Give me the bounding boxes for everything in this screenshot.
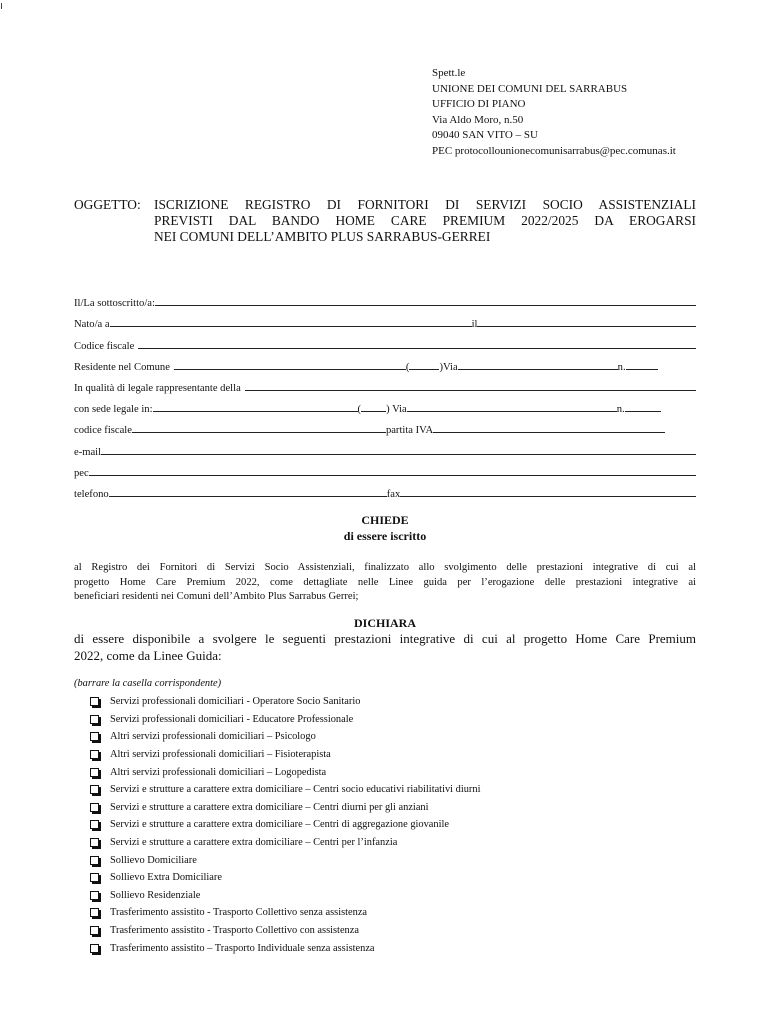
office-label: con sede legale in: <box>74 404 153 416</box>
subject-line: PREVISTI DAL BANDO HOME CARE PREMIUM 2022/2025 DA EROGARSI <box>154 213 696 229</box>
declaration-paragraph <box>74 631 696 664</box>
service-item <box>90 816 480 834</box>
company-tax-field[interactable] <box>132 420 386 433</box>
office-number-label: n. <box>616 404 625 416</box>
checkbox-icon[interactable] <box>90 944 99 953</box>
subject-label: OGGETTO: <box>74 197 141 212</box>
via-label: )Via <box>439 361 458 373</box>
office-number-field[interactable] <box>625 399 661 412</box>
service-item <box>90 763 480 781</box>
checkbox-icon[interactable] <box>90 732 99 741</box>
email-field[interactable] <box>101 442 696 455</box>
service-item <box>90 728 480 746</box>
services-checklist <box>90 693 480 957</box>
service-label: Sollievo Residenziale <box>110 889 201 901</box>
subject-line: NEI COMUNI DELL’AMBITO PLUS SARRABUS-GERREI <box>154 229 491 245</box>
service-item <box>90 922 480 940</box>
tax-code-field[interactable] <box>138 336 696 349</box>
born-in-field[interactable] <box>110 314 472 327</box>
margin-mark <box>1 3 2 9</box>
checkbox-icon[interactable] <box>90 785 99 794</box>
phone-field[interactable] <box>109 484 387 497</box>
service-label: Servizi e strutture a carattere extra domiciliare – Centri di aggregazione giovanile <box>110 819 449 831</box>
province-open: ( <box>405 361 410 373</box>
checkbox-icon[interactable] <box>90 820 99 829</box>
checkbox-icon[interactable] <box>90 750 99 759</box>
email-label: e-mail <box>74 446 102 458</box>
service-item <box>90 693 480 711</box>
recipient-line: Via Aldo Moro, n.50 <box>432 113 524 126</box>
company-tax-label: codice fiscale <box>74 425 132 437</box>
office-province-field[interactable] <box>361 399 386 412</box>
office-via-label: ) Via <box>386 404 407 416</box>
vat-label: partita IVA <box>385 425 434 437</box>
recipient-line: UNIONE DEI COMUNI DEL SARRABUS <box>432 82 628 95</box>
form-row-office <box>74 394 696 415</box>
resident-city-field[interactable] <box>174 357 406 370</box>
checkbox-icon[interactable] <box>90 908 99 917</box>
recipient-address <box>432 66 676 160</box>
service-label: Servizi e strutture a carattere extra domiciliare – Centri per l’infanzia <box>110 837 398 849</box>
service-item <box>90 939 480 957</box>
recipient-line: PEC protocollounionecomunisarrabus@pec.comunas.it <box>432 144 676 157</box>
undersigned-field[interactable] <box>155 293 696 306</box>
checkbox-hint: (barrare la casella corrispondente) <box>74 678 222 689</box>
service-label: Sollievo Extra Domiciliare <box>110 872 222 884</box>
checkbox-icon[interactable] <box>90 768 99 777</box>
pec-field[interactable] <box>89 463 696 476</box>
office-street-field[interactable] <box>407 399 617 412</box>
form-row-birth <box>74 309 696 330</box>
resident-street-field[interactable] <box>458 357 618 370</box>
form-row-email <box>74 436 696 457</box>
subject-line: ISCRIZIONE REGISTRO DI FORNITORI DI SERVIZI SOCIO ASSISTENZIALI <box>154 197 696 212</box>
checkbox-icon[interactable] <box>90 697 99 706</box>
recipient-line: Spett.le <box>432 67 466 79</box>
office-province-open: ( <box>357 404 362 416</box>
recipient-line: 09040 SAN VITO – SU <box>432 129 538 142</box>
service-label: Trasferimento assistito – Trasporto Individuale senza assistenza <box>110 942 375 954</box>
form-row-phone <box>74 479 696 500</box>
form-row-company-tax <box>74 415 696 436</box>
checkbox-icon[interactable] <box>90 856 99 865</box>
number-label: n. <box>617 361 626 373</box>
form-row-legal-rep <box>74 373 696 394</box>
service-item <box>90 904 480 922</box>
request-subtitle: di essere iscritto <box>343 529 427 543</box>
request-line: al Registro dei Fornitori di Servizi Socio Assistenziali, finalizzato allo svolgimento delle prestazioni integrative di cui al <box>74 562 696 573</box>
checkbox-icon[interactable] <box>90 838 99 847</box>
service-label: Servizi e strutture a carattere extra domiciliare – Centri diurni per gli anziani <box>110 801 429 813</box>
born-in-label: Nato/a a <box>74 319 110 331</box>
service-label: Altri servizi professionali domiciliari – Psicologo <box>110 731 316 743</box>
resident-number-field[interactable] <box>626 357 658 370</box>
service-label: Servizi professionali domiciliari - Educatore Professionale <box>110 713 354 725</box>
legal-rep-label: In qualità di legale rappresentante della <box>74 382 241 394</box>
form-row-tax-code <box>74 330 696 351</box>
request-title: CHIEDE <box>361 513 409 527</box>
service-label: Servizi professionali domiciliari - Operatore Socio Sanitario <box>110 696 361 708</box>
born-on-field[interactable] <box>477 314 696 327</box>
request-line: progetto Home Care Premium 2022, come dettagliate nelle Linee guida per l’erogazione delle prestazioni integrative ai <box>74 576 696 588</box>
pec-label: pec <box>74 467 89 479</box>
service-label: Servizi e strutture a carattere extra domiciliare – Centri socio educativi riabilitativi diurni <box>110 784 481 796</box>
service-label: Sollievo Domiciliare <box>110 854 197 866</box>
service-label: Altri servizi professionali domiciliari – Logopedista <box>110 766 327 778</box>
request-paragraph <box>74 561 696 605</box>
checkbox-icon[interactable] <box>90 891 99 900</box>
vat-field[interactable] <box>433 420 665 433</box>
phone-label: telefono <box>74 488 109 500</box>
form-row-residence <box>74 352 696 373</box>
recipient-line: UFFICIO DI PIANO <box>432 98 526 111</box>
service-item <box>90 834 480 852</box>
service-item <box>90 781 480 799</box>
form-row-undersigned <box>74 288 696 309</box>
applicant-form <box>74 288 696 500</box>
checkbox-icon[interactable] <box>90 715 99 724</box>
service-label: Altri servizi professionali domiciliari – Fisioterapista <box>110 749 331 761</box>
legal-rep-field[interactable] <box>245 378 696 391</box>
resident-province-field[interactable] <box>409 357 439 370</box>
service-item <box>90 799 480 817</box>
request-line: beneficiari residenti nei Comuni dell’Ambito Plus Sarrabus Gerrei; <box>74 591 359 603</box>
form-row-pec <box>74 458 696 479</box>
service-item <box>90 887 480 905</box>
service-item <box>90 711 480 729</box>
declaration-title: DICHIARA <box>353 616 416 630</box>
undersigned-label: Il/La sottoscritto/a: <box>74 298 155 310</box>
fax-field[interactable] <box>400 484 696 497</box>
checkbox-icon[interactable] <box>90 873 99 882</box>
service-item <box>90 851 480 869</box>
office-city-field[interactable] <box>153 399 358 412</box>
subject-text <box>154 197 696 246</box>
declaration-line: 2022, come da Linee Guida: <box>74 647 222 663</box>
fax-label: fax <box>386 488 401 500</box>
service-label: Trasferimento assistito - Trasporto Collettivo senza assistenza <box>110 907 368 919</box>
resident-label: Residente nel Comune <box>74 361 170 373</box>
checkbox-icon[interactable] <box>90 926 99 935</box>
service-label: Trasferimento assistito - Trasporto Collettivo con assistenza <box>110 925 359 937</box>
declaration-line: di essere disponibile a svolgere le seguenti prestazioni integrative di cui al progetto Home Care Premium <box>74 631 696 646</box>
service-item <box>90 746 480 764</box>
tax-code-label: Codice fiscale <box>74 340 135 352</box>
born-on-label: il <box>471 319 478 331</box>
service-item <box>90 869 480 887</box>
checkbox-icon[interactable] <box>90 803 99 812</box>
